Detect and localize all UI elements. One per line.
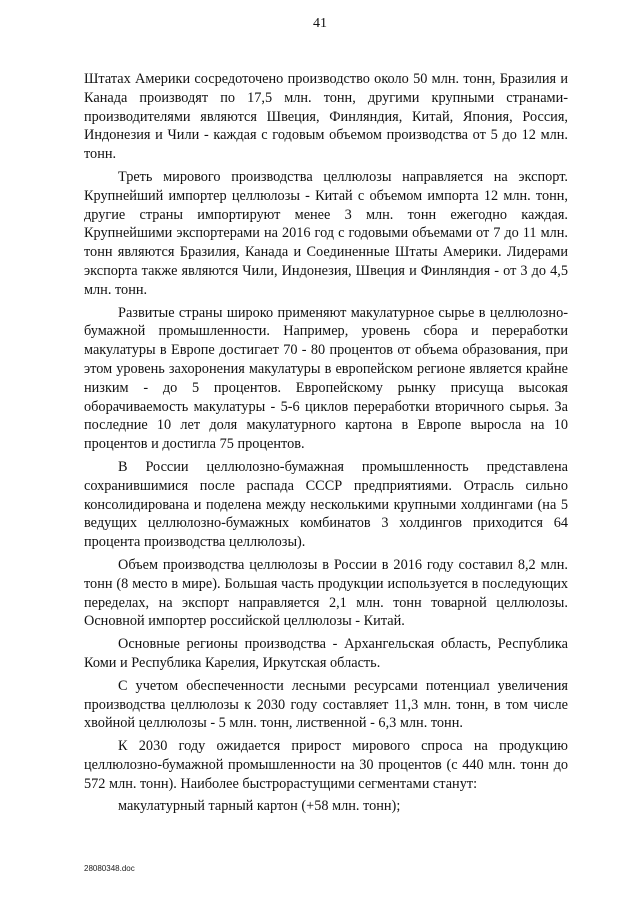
document-body — [84, 70, 568, 820]
paragraph-7: С учетом обеспеченности лесными ресурсами потенциал увеличения производства целлюлозы к 2030 году составляет 11,3 млн. тонн, в том числе хвойной целлюлозы - 5 млн. тонн, лиственной - 6,3 млн. тонн. — [84, 677, 568, 732]
paragraph-6: Основные регионы производства - Архангельская область, Республика Коми и Республика Карелия, Иркутская область. — [84, 636, 568, 671]
paragraph-5: Объем производства целлюлозы в России в 2016 году составил 8,2 млн. тонн (8 место в мире). Большая часть продукции используется в последующих переделах, на экспорт направляется 2,1 млн. тонн товарной целлюлозы. Основной импортер российской целлюлозы - Китай. — [84, 556, 568, 630]
paragraph-2: Треть мирового производства целлюлозы направляется на экспорт. Крупнейший импортер целлюлозы - Китай с объемом импорта 12 млн. тонн, другие страны импортируют менее 3 млн. тонн ежегодно каждая. Крупнейшими экспортерами на 2016 год с годовыми объемами от 7 до 11 млн. тонн являются Бразилия, Канада и Соединенные Штаты Америки. Лидерами экспорта также являются Чили, Индонезия, Швеция и Финляндия - от 3 до 4,5 млн. тонн. — [84, 168, 568, 298]
paragraph-1: Штатах Америки сосредоточено производство около 50 млн. тонн, Бразилия и Канада производят по 17,5 млн. тонн, другими крупными странами-производителями являются Швеция, Финляндия, Китай, Япония, Россия, Индонезия и Чили - каждая с годовым объемом производства от 5 до 12 млн. тонн. — [84, 71, 568, 163]
paragraph-8: К 2030 году ожидается прирост мирового спроса на продукцию целлюлозно-бумажной промышленности на 30 процентов (с 440 млн. тонн до 572 млн. тонн). Наиболее быстрорастущими сегментами станут: — [84, 738, 568, 792]
footer-file-code: 28080348.doc — [84, 864, 135, 873]
paragraph-9: макулатурный тарный картон (+58 млн. тонн); — [118, 798, 401, 815]
paragraph-3: Развитые страны широко применяют макулатурное сырье в целлюлозно-бумажной промышленности. Например, уровень сбора и переработки макулатуры в Европе достигает 70 - 80 процентов от объема образования, при этом уровень захоронения макулатуры в европейском регионе является крайне низким - до 5 процентов. Европейскому рынку присуща высокая оборачиваемость макулатуры - 5-6 циклов переработки вторичного сырья. За последние 10 лет доля макулатурного картона в Европе выросла на 10 процентов и достигла 75 процентов. — [84, 304, 568, 453]
paragraph-4: В России целлюлозно-бумажная промышленность представлена сохранившимися после распада СССР предприятиями. Отрасль сильно консолидирована и поделена между несколькими крупными холдингами (на 5 ведущих целлюлозно-бумажных комбинатов 3 холдингов приходится 64 процента производства целлюлозы). — [84, 458, 568, 551]
page-number: 41 — [313, 16, 327, 31]
